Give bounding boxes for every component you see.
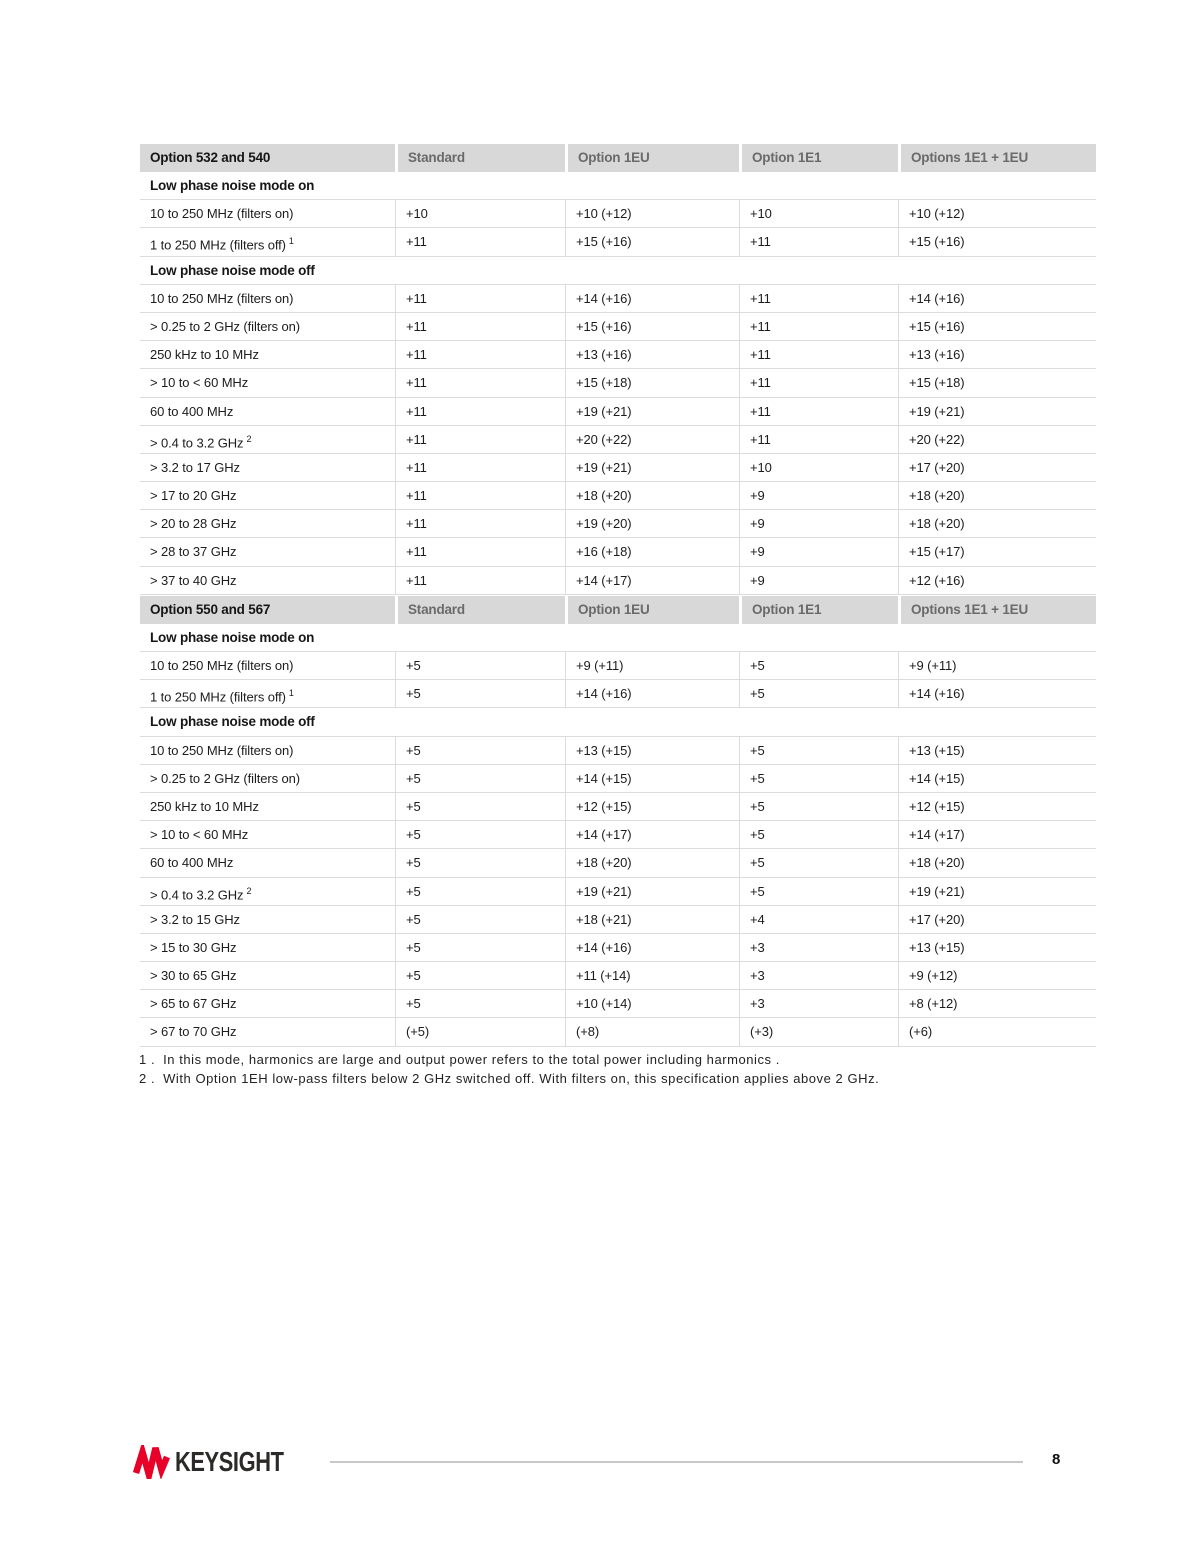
column-header: Standard bbox=[395, 596, 565, 624]
row-value: +5 bbox=[395, 878, 565, 905]
row-value: +11 bbox=[739, 341, 898, 368]
table-header-row bbox=[140, 596, 1096, 624]
row-value: +5 bbox=[395, 849, 565, 876]
spec-table bbox=[140, 596, 1096, 1047]
row-value: +9 bbox=[739, 538, 898, 565]
row-value: +5 bbox=[395, 821, 565, 848]
table-row bbox=[140, 878, 1096, 906]
footnote-text: With Option 1EH low-pass filters below 2 GHz switched off. With filters on, this specification applies above 2 GHz. bbox=[163, 1070, 880, 1086]
row-value: +11 bbox=[739, 285, 898, 312]
row-label-text: > 17 to 20 GHz bbox=[150, 488, 237, 504]
row-value: +5 bbox=[739, 737, 898, 764]
row-value: +11 bbox=[395, 454, 565, 481]
table-row bbox=[140, 200, 1096, 228]
row-value: +9 bbox=[739, 482, 898, 509]
row-value: +10 (+14) bbox=[565, 990, 739, 1017]
row-value: +18 (+20) bbox=[898, 510, 1096, 537]
row-value: +20 (+22) bbox=[898, 426, 1096, 453]
row-label-text: 10 to 250 MHz (filters on) bbox=[150, 658, 294, 673]
row-label bbox=[140, 538, 395, 565]
section-header-row: Low phase noise mode on bbox=[140, 172, 1096, 200]
row-value: +5 bbox=[395, 906, 565, 933]
footnote-line bbox=[139, 1051, 1099, 1070]
table-row bbox=[140, 567, 1096, 595]
table-row bbox=[140, 962, 1096, 990]
row-value: +13 (+16) bbox=[565, 341, 739, 368]
row-value: +14 (+15) bbox=[565, 765, 739, 792]
table-row bbox=[140, 454, 1096, 482]
row-value: +14 (+17) bbox=[565, 821, 739, 848]
row-label-text: > 3.2 to 17 GHz bbox=[150, 459, 240, 475]
row-value: +19 (+21) bbox=[565, 878, 739, 905]
table-row bbox=[140, 934, 1096, 962]
row-label-text: > 15 to 30 GHz bbox=[150, 939, 237, 955]
row-value: +11 bbox=[395, 426, 565, 453]
table-row bbox=[140, 482, 1096, 510]
row-value: (+3) bbox=[739, 1018, 898, 1045]
row-value: +15 (+17) bbox=[898, 538, 1096, 565]
row-value: +14 (+16) bbox=[565, 285, 739, 312]
row-value: +18 (+20) bbox=[565, 849, 739, 876]
row-label bbox=[140, 510, 395, 537]
row-value: +14 (+17) bbox=[565, 567, 739, 594]
footnote-reference: 1 bbox=[288, 236, 294, 247]
footnote-text: In this mode, harmonics are large and output power refers to the total power including harmonics . bbox=[163, 1052, 780, 1067]
row-value: +14 (+16) bbox=[565, 934, 739, 961]
row-value: +9 bbox=[739, 510, 898, 537]
row-value: +19 (+21) bbox=[565, 454, 739, 481]
row-value: +15 (+16) bbox=[565, 228, 739, 255]
page-footer bbox=[133, 1443, 1073, 1485]
row-value: +5 bbox=[739, 793, 898, 820]
row-value: +15 (+16) bbox=[565, 313, 739, 340]
row-value: +10 bbox=[739, 200, 898, 227]
row-value: +15 (+16) bbox=[898, 228, 1096, 255]
footnote-line bbox=[139, 1070, 1099, 1089]
brand-name: KEYSIGHT bbox=[175, 1446, 284, 1477]
row-value: +20 (+22) bbox=[565, 426, 739, 453]
row-value: +5 bbox=[739, 680, 898, 707]
output-power-tables bbox=[140, 143, 1096, 1047]
row-label bbox=[140, 285, 395, 312]
row-label-text: > 10 to < 60 MHz bbox=[150, 375, 249, 391]
table-row bbox=[140, 821, 1096, 849]
row-value: +15 (+16) bbox=[898, 313, 1096, 340]
table-header-row bbox=[140, 144, 1096, 172]
row-value: +11 bbox=[739, 369, 898, 396]
row-label-text: > 20 to 28 GHz bbox=[150, 516, 237, 532]
table-row bbox=[140, 228, 1096, 256]
row-value: +3 bbox=[739, 990, 898, 1017]
table-row bbox=[140, 737, 1096, 765]
section-header-row: Low phase noise mode off bbox=[140, 708, 1096, 736]
row-label bbox=[140, 962, 395, 989]
row-value: +10 bbox=[395, 200, 565, 227]
row-value: +11 bbox=[395, 567, 565, 594]
row-value: +5 bbox=[739, 849, 898, 876]
row-value: +5 bbox=[739, 765, 898, 792]
row-label-text: 60 to 400 MHz bbox=[150, 403, 234, 419]
footnote-marker: 2 . bbox=[139, 1070, 156, 1086]
row-value: +18 (+20) bbox=[565, 482, 739, 509]
row-value: +10 (+12) bbox=[565, 200, 739, 227]
section-header-row: Low phase noise mode off bbox=[140, 257, 1096, 285]
row-label-text: > 67 to 70 GHz bbox=[150, 1024, 237, 1040]
row-value: +11 bbox=[395, 285, 565, 312]
table-row bbox=[140, 510, 1096, 538]
row-value: +13 (+16) bbox=[898, 341, 1096, 368]
table-row bbox=[140, 313, 1096, 341]
table-row bbox=[140, 793, 1096, 821]
row-value: +11 (+14) bbox=[565, 962, 739, 989]
row-value: +15 (+18) bbox=[565, 369, 739, 396]
row-value: +5 bbox=[395, 934, 565, 961]
table-row bbox=[140, 341, 1096, 369]
table-row bbox=[140, 680, 1096, 708]
row-label-text: 1 to 250 MHz (filters off) bbox=[150, 237, 286, 253]
row-label bbox=[140, 793, 395, 820]
row-value: +10 bbox=[739, 454, 898, 481]
footnote-reference: 1 bbox=[288, 688, 294, 699]
row-value: +9 (+12) bbox=[898, 962, 1096, 989]
row-value: +18 (+20) bbox=[898, 482, 1096, 509]
row-label-text: > 0.4 to 3.2 GHz bbox=[150, 435, 244, 451]
row-value: +19 (+20) bbox=[565, 510, 739, 537]
row-value: +8 (+12) bbox=[898, 990, 1096, 1017]
column-header: Option 1E1 bbox=[739, 596, 898, 624]
row-label bbox=[140, 878, 395, 905]
section-header-row: Low phase noise mode on bbox=[140, 624, 1096, 652]
row-value: (+5) bbox=[395, 1018, 565, 1045]
row-label bbox=[140, 398, 395, 425]
row-value: +12 (+15) bbox=[898, 793, 1096, 820]
row-value: +11 bbox=[395, 313, 565, 340]
row-value: +5 bbox=[395, 680, 565, 707]
row-label bbox=[140, 228, 395, 255]
row-value: +18 (+21) bbox=[565, 906, 739, 933]
table-row bbox=[140, 426, 1096, 454]
row-value: +12 (+15) bbox=[565, 793, 739, 820]
row-label bbox=[140, 652, 395, 679]
row-value: +14 (+16) bbox=[898, 285, 1096, 312]
row-value: +11 bbox=[395, 228, 565, 255]
row-label-text: 10 to 250 MHz (filters on) bbox=[150, 206, 294, 222]
column-header: Options 1E1 + 1EU bbox=[898, 596, 1096, 624]
row-label bbox=[140, 906, 395, 933]
footnote-reference: 2 bbox=[246, 433, 252, 444]
row-value: (+8) bbox=[565, 1018, 739, 1045]
row-label-text: 1 to 250 MHz (filters off) bbox=[150, 689, 286, 705]
row-label-text: 10 to 250 MHz (filters on) bbox=[150, 742, 294, 758]
column-header: Standard bbox=[395, 144, 565, 172]
table-row bbox=[140, 990, 1096, 1018]
row-value: +15 (+18) bbox=[898, 369, 1096, 396]
row-label bbox=[140, 990, 395, 1017]
row-label bbox=[140, 200, 395, 227]
row-value: +11 bbox=[739, 228, 898, 255]
row-value: +11 bbox=[395, 538, 565, 565]
row-label bbox=[140, 567, 395, 594]
column-header: Option 1E1 bbox=[739, 144, 898, 172]
row-value: +5 bbox=[739, 821, 898, 848]
row-value: +11 bbox=[739, 398, 898, 425]
row-value: +17 (+20) bbox=[898, 454, 1096, 481]
row-value: +12 (+16) bbox=[898, 567, 1096, 594]
row-label bbox=[140, 821, 395, 848]
footnote-reference: 2 bbox=[246, 885, 252, 896]
row-label-text: > 3.2 to 15 GHz bbox=[150, 911, 240, 927]
row-value: +9 (+11) bbox=[898, 652, 1096, 679]
row-value: +19 (+21) bbox=[565, 398, 739, 425]
row-label-text: > 10 to < 60 MHz bbox=[150, 827, 249, 843]
row-value: +5 bbox=[395, 990, 565, 1017]
row-value: +11 bbox=[739, 426, 898, 453]
row-value: +4 bbox=[739, 906, 898, 933]
row-label bbox=[140, 341, 395, 368]
row-label-text: > 65 to 67 GHz bbox=[150, 996, 237, 1012]
row-value: +3 bbox=[739, 934, 898, 961]
row-value: +5 bbox=[395, 793, 565, 820]
row-label bbox=[140, 1018, 395, 1045]
row-value: +5 bbox=[739, 878, 898, 905]
row-label-text: > 28 to 37 GHz bbox=[150, 544, 237, 560]
row-value: +5 bbox=[395, 737, 565, 764]
row-label bbox=[140, 680, 395, 707]
row-label bbox=[140, 454, 395, 481]
row-label-text: 250 kHz to 10 MHz bbox=[150, 798, 259, 814]
spec-table bbox=[140, 144, 1096, 595]
row-value: +9 (+11) bbox=[565, 652, 739, 679]
table-row bbox=[140, 398, 1096, 426]
row-label bbox=[140, 482, 395, 509]
row-label bbox=[140, 426, 395, 453]
row-value: +3 bbox=[739, 962, 898, 989]
row-value: +10 (+12) bbox=[898, 200, 1096, 227]
table-row bbox=[140, 849, 1096, 877]
row-value: +11 bbox=[395, 510, 565, 537]
column-header: Option 1EU bbox=[565, 144, 739, 172]
table-row bbox=[140, 538, 1096, 566]
table-row bbox=[140, 285, 1096, 313]
row-label-text: > 37 to 40 GHz bbox=[150, 572, 237, 588]
row-value: +5 bbox=[395, 765, 565, 792]
row-label bbox=[140, 369, 395, 396]
row-label bbox=[140, 765, 395, 792]
row-label bbox=[140, 849, 395, 876]
page-number: 8 bbox=[1052, 1451, 1061, 1468]
keysight-logo bbox=[133, 1445, 314, 1479]
row-label-text: 250 kHz to 10 MHz bbox=[150, 347, 259, 363]
row-value: +16 (+18) bbox=[565, 538, 739, 565]
table-row bbox=[140, 765, 1096, 793]
column-header: Options 1E1 + 1EU bbox=[898, 144, 1096, 172]
row-value: +17 (+20) bbox=[898, 906, 1096, 933]
footnote-marker: 1 . bbox=[139, 1052, 156, 1067]
row-value: +13 (+15) bbox=[898, 934, 1096, 961]
row-value: +5 bbox=[395, 962, 565, 989]
row-value: +5 bbox=[739, 652, 898, 679]
row-value: +11 bbox=[395, 369, 565, 396]
column-header: Option 1EU bbox=[565, 596, 739, 624]
row-value: +18 (+20) bbox=[898, 849, 1096, 876]
row-label bbox=[140, 934, 395, 961]
table-row bbox=[140, 906, 1096, 934]
row-value: +11 bbox=[395, 341, 565, 368]
row-value: +13 (+15) bbox=[565, 737, 739, 764]
table-row bbox=[140, 652, 1096, 680]
row-value: +9 bbox=[739, 567, 898, 594]
row-value: +5 bbox=[395, 652, 565, 679]
row-value: +14 (+16) bbox=[898, 680, 1096, 707]
row-value: +14 (+16) bbox=[565, 680, 739, 707]
footer-divider bbox=[330, 1461, 1023, 1463]
footnotes bbox=[139, 1051, 1099, 1088]
row-value: (+6) bbox=[898, 1018, 1096, 1045]
row-value: +11 bbox=[395, 482, 565, 509]
row-label-text: > 0.25 to 2 GHz (filters on) bbox=[150, 318, 301, 334]
row-value: +14 (+17) bbox=[898, 821, 1096, 848]
row-value: +13 (+15) bbox=[898, 737, 1096, 764]
row-value: +11 bbox=[395, 398, 565, 425]
row-label-text: > 0.4 to 3.2 GHz bbox=[150, 886, 244, 902]
row-value: +19 (+21) bbox=[898, 398, 1096, 425]
keysight-spark-icon bbox=[133, 1445, 170, 1479]
table-title-cell: Option 532 and 540 bbox=[150, 150, 271, 165]
table-row bbox=[140, 369, 1096, 397]
row-label bbox=[140, 737, 395, 764]
table-title-cell: Option 550 and 567 bbox=[150, 601, 271, 617]
table-row bbox=[140, 1018, 1096, 1046]
row-label-text: > 0.25 to 2 GHz (filters on) bbox=[150, 770, 301, 786]
row-value: +11 bbox=[739, 313, 898, 340]
row-value: +19 (+21) bbox=[898, 878, 1096, 905]
row-label-text: 10 to 250 MHz (filters on) bbox=[150, 290, 294, 306]
row-label-text: 60 to 400 MHz bbox=[150, 855, 234, 871]
row-label bbox=[140, 313, 395, 340]
row-label-text: > 30 to 65 GHz bbox=[150, 968, 237, 984]
row-value: +14 (+15) bbox=[898, 765, 1096, 792]
